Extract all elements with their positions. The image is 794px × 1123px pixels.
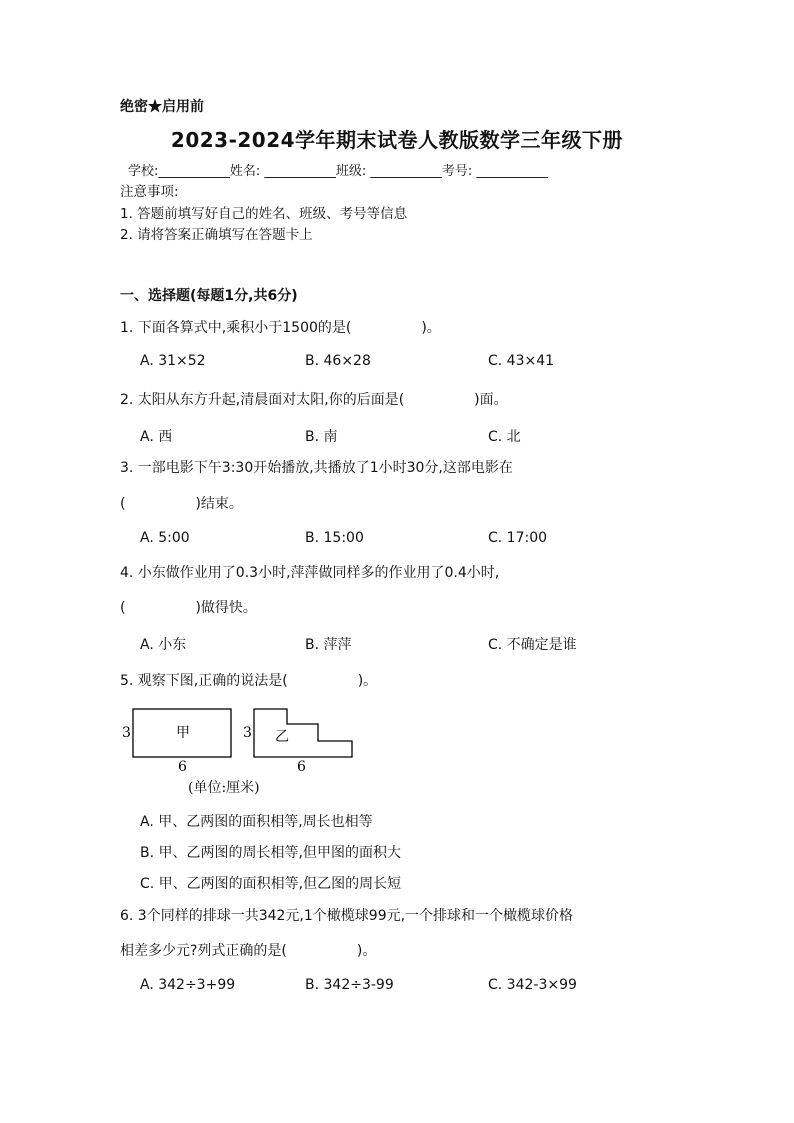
notice-item: 2. 请将答案正确填写在答题卡上 [120,227,313,243]
question-3-text: 3. 一部电影下午3:30开始播放,共播放了1小时30分,这部电影在 [120,460,513,476]
question-3-option-c: C. 17:00 [488,530,548,546]
question-3-option-b: B. 15:00 [305,530,364,546]
notice-heading: 注意事项: [120,184,179,200]
question-1-option-b: B. 46×28 [305,353,371,369]
confidential-mark: 绝密★启用前 [120,99,204,115]
question-1-option-a: A. 31×52 [140,353,206,369]
question-6-text: 6. 3个同样的排球一共342元,1个橄榄球99元,一个排球和一个橄榄球价格 [120,908,574,924]
question-5-option-c: C. 甲、乙两图的面积相等,但乙图的周长短 [140,876,402,892]
section-title: 一、选择题(每题1分,共6分) [120,288,298,304]
question-1-option-c: C. 43×41 [488,353,555,369]
yi-label: 乙 [275,729,289,745]
question-4-option-c: C. 不确定是谁 [488,637,577,653]
question-4-option-b: B. 萍萍 [305,637,352,653]
jia-label: 甲 [176,725,190,741]
question-6-option-a: A. 342÷3+99 [140,977,236,993]
figure-unit-label: (单位:厘米) [188,780,260,796]
question-6-option-b: B. 342÷3-99 [305,977,394,993]
question-4-text-cont: ( )做得快。 [120,600,257,616]
shape-figure [118,702,368,774]
question-4-option-a: A. 小东 [140,637,187,653]
notice-item: 1. 答题前填写好自己的姓名、班级、考号等信息 [120,206,408,222]
yi-height-label: 3 [243,725,252,741]
question-3-text-cont: ( )结束。 [120,496,243,512]
jia-width-label: 6 [178,759,187,774]
question-5-option-a: A. 甲、乙两图的面积相等,周长也相等 [140,814,373,830]
question-5-option-b: B. 甲、乙两图的周长相等,但甲图的面积大 [140,845,401,861]
question-3-option-a: A. 5:00 [140,530,190,546]
question-4-text: 4. 小东做作业用了0.3小时,萍萍做同样多的作业用了0.4小时, [120,565,500,581]
question-2-option-c: C. 北 [488,429,521,445]
question-1-text: 1. 下面各算式中,乘积小于1500的是( )。 [120,320,441,336]
question-2-option-a: A. 西 [140,429,173,445]
question-6-text-cont: 相差多少元?列式正确的是( )。 [120,943,377,959]
student-info-line: 学校:___________姓名: ___________班级: ___________考号: ___________ [128,164,548,179]
exam-title: 2023-2024学年期末试卷人教版数学三年级下册 [170,128,624,152]
shape-yi [254,709,352,757]
yi-width-label: 6 [297,759,306,774]
jia-height-label: 3 [122,725,131,741]
question-5-text: 5. 观察下图,正确的说法是( )。 [120,673,378,689]
question-6-option-c: C. 342-3×99 [488,977,577,993]
question-2-text: 2. 太阳从东方升起,清晨面对太阳,你的后面是( )面。 [120,392,508,408]
question-2-option-b: B. 南 [305,429,338,445]
